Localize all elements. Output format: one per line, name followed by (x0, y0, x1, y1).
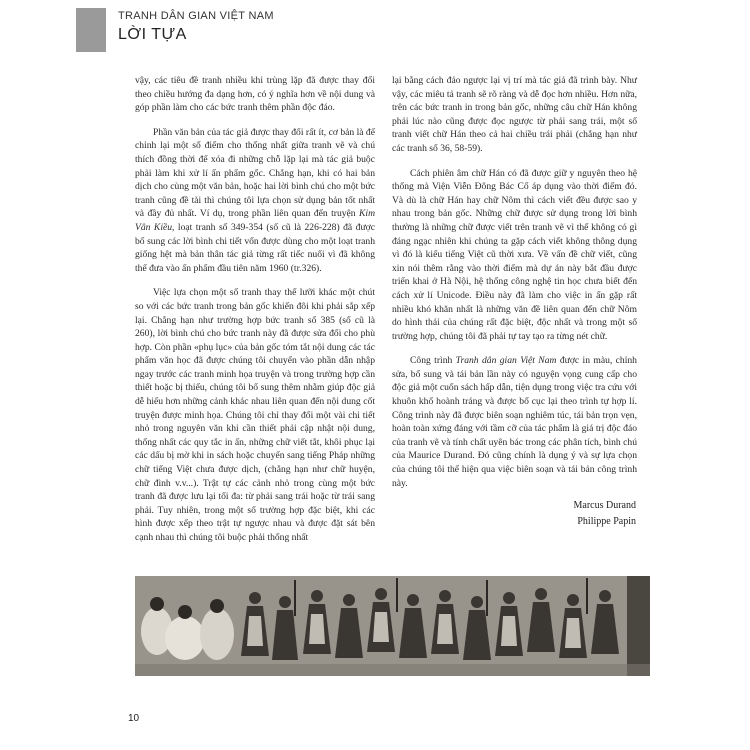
author-name: Philippe Papin (577, 516, 636, 527)
running-header-section: TRANH DÂN GIAN VIỆT NAM (118, 10, 274, 22)
header-color-block (76, 8, 106, 52)
paragraph: Việc lựa chọn một số tranh thay thế lưỡi khác một chút so với các bức tranh trong bản gốc khiến đôi khi phải sắp xếp lại. Chẳng hạn như trường hợp bức tranh số 385 (số cũ là 260), lời bình chú cho bức tranh này đã được sửa đổi cho phù hợp. Còn phần «phụ lục» của bản gốc tóm tắt nội dung các tác phẩm văn học đã được chúng tôi chuyển vào phần dẫn nhập ngay trước các tranh minh họa truyện và trong trường hợp cần thiết hoặc bị thiếu, chúng tôi bổ sung thêm nhằm giúp độc giả dễ hiểu hơn những cảnh khác nhau liên quan đến nội dung cốt truyện được minh họa. Chúng tôi chỉ thay đổi một vài chi tiết nhỏ trong nguyên văn khi cần thiết phải cập nhật nội dung, thống nhất các quy tắc in ấn, những chữ viết tắt, khôi phục lại các dấu bị mờ khi in sách hoặc chuyển sang tiếng Pháp những chữ tiếng Việt chưa được dịch, (chẳng hạn như chữ huyện, chữ đình v.v...). Trật tự các cảnh nhỏ trong cùng một bức tranh đã được lưu lại tối đa: từ phải sang trái hoặc từ trái sang phải. Tuy nhiên, trong một số trường hợp đặc biệt, khi các hình được xếp theo trật tự ngược nhau và được đặt sát bên cạnh nhau thì chúng tôi buộc phải thống nhất (135, 287, 375, 543)
book-title-italic: Kim Vân Kiều (135, 208, 375, 233)
signature-block (574, 498, 636, 530)
paragraph (135, 126, 375, 276)
running-header-title: LỜI TỰA (118, 26, 187, 43)
author-name: Marcus Durand (573, 500, 636, 511)
paragraph: vậy, các tiêu đề tranh nhiều khi trùng lặp đã được thay đổi theo chiều hướng đa dạng hơn, có ý nghĩa hơn về nội dung và góp phần làm cho các bức tranh thêm phần độc đáo. (135, 75, 375, 114)
text-column-right (392, 74, 637, 501)
folk-painting-image (135, 576, 650, 676)
paragraph-text: Phần văn bản của tác giả được thay đổi rất ít, cơ bản là để chỉnh lại một số điểm cho thống nhất giữa tranh vẽ và chú thích đồng thời để xóa đi những chỗ lặp lại mà tác giả buộc phải làm khi xử lí ấn phẩm gốc. Chẳng hạn, khi có hai bản dịch cho cùng một văn bản, hoặc hai lời bình chú cho một bức tranh cũng đề tài thì chúng tôi lựa chọn sử dụng bản tốt nhất và đầy đủ nhất. Ví dụ, trong phần liên quan đến truyện (135, 126, 375, 220)
procession-illustration (135, 576, 650, 676)
paragraph-text: , loạt tranh số 349-354 (số cũ là 226-228) đã được bổ sung các lời bình chi tiết vốn được dùng cho một loạt tranh giống hệt mà bản thân tác giả từng rất tiếc nuối vì đã không thể đưa vào ấn phẩm đầu tiên năm 1960 (tr.326). (135, 221, 375, 274)
text-column-left (135, 74, 375, 556)
book-title-italic: Tranh dân gian Việt Nam (455, 355, 557, 367)
page-number: 10 (128, 713, 140, 724)
paragraph-text: được in màu, chỉnh sửa, bổ sung và tái bản lần này có nguyện vọng cung cấp cho độc giả một cuốn sách hấp dẫn, tiện dụng trong việc tra cứu với khuôn khổ hoành tráng và được bố cục lại theo trình tự hợp lí. Công trình này đã được biên soạn nghiêm túc, tái bản trọn vẹn, hoàn toàn xứng đáng với tầm cỡ của tác phẩm là giá trị độc đáo của tranh vẽ và tính chất uyên bác trong các phân tích, bình chú của Maurice Durand. Đó cũng chính là dụng ý và sự lựa chọn của chúng tôi thể hiện qua việc biên soạn và tái bản công trình này. (392, 355, 637, 489)
paragraph: lại bằng cách đảo ngược lại vị trí mà tác giả đã trình bày. Như vậy, các miêu tả tranh sẽ rõ ràng và dễ đọc hơn nhiều. Hơn nữa, trên các bức tranh in trong bản gốc, những câu chữ Hán không phải lúc nào cũng được đọc ngược từ phải sang trái, một số tranh viết chữ Hán theo cả hai chiều trái phải (chẳng hạn như các tranh số 36, 58-59). (392, 75, 637, 154)
paragraph-text: Công trình (410, 355, 456, 367)
paragraph: Cách phiên âm chữ Hán có đã được giữ y nguyên theo hệ thống mà Viện Viễn Đông Bác Cổ áp dụng vào thời điểm đó. Và dù là chữ Hán hay chữ Nôm thì cách viết đều được sao y nhau trong bản gốc. Những chữ được sử dụng trong lời bình thường là những chữ được viết trên tranh vẽ vì thế không có gì đáng ngạc nhiên khi chúng ta gặp cách viết không thông dụng vì đó là kiểu tiếng Việt cũ thời xưa. Về vấn đề chữ viết, cũng xin nói thêm rằng vào thời điểm mà dự án này bắt đầu được triển khai ở Hà Nội, hệ thống công nghệ tin học chưa biết đến cách xử lí Unicode. Điều này đã làm cho việc in ấn gặp rất nhiều khó khăn nhất là những văn đề liên quan đến chữ Nôm do hình thái của chúng rất đặc biệt, độc nhất và trong một số trường hợp, chúng tôi đã phải tự tay tạo ra từng nét chữ. (392, 167, 637, 342)
paragraph (392, 354, 637, 490)
